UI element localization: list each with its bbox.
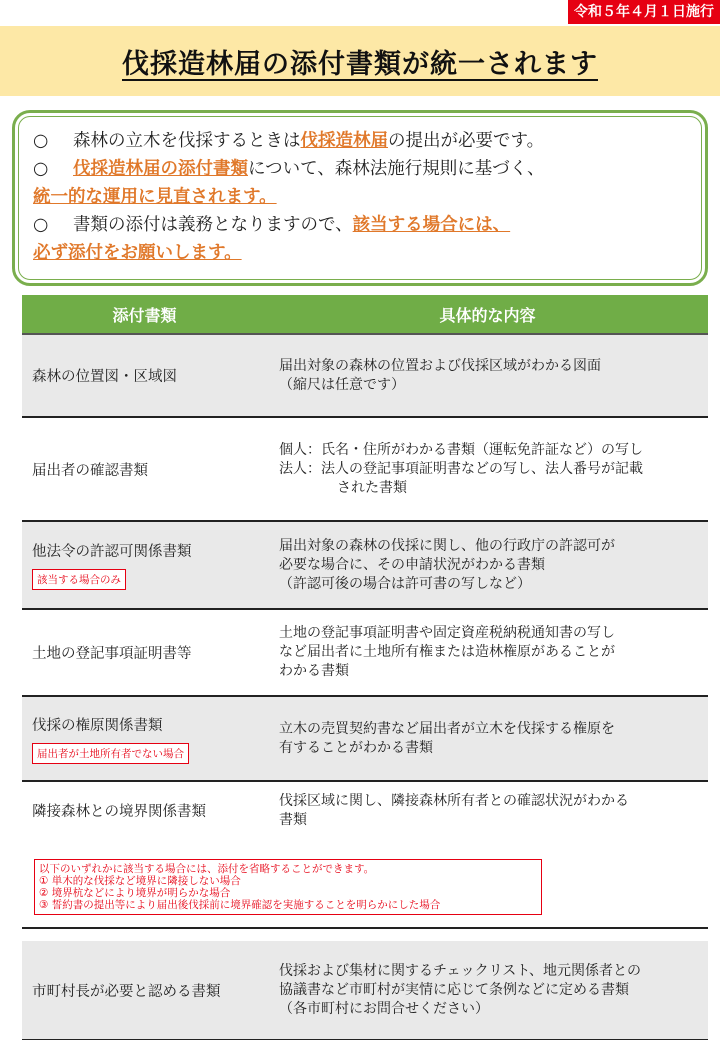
row-detail	[267, 941, 708, 1039]
notice-item-2	[33, 155, 687, 183]
row-document	[22, 697, 267, 780]
exemption-intro: 以下のいずれかに該当する場合には、添付を省略することができます。	[39, 863, 375, 875]
detail-line: された書類	[337, 479, 407, 496]
detail-line: 法人：法人の登記事項証明書などの写し、法人番号が記載	[279, 460, 643, 477]
document-name: 土地の登記事項証明書等	[32, 646, 192, 662]
row-document	[22, 782, 267, 839]
detail-line: （縮尺は任意です）	[279, 376, 405, 393]
row-detail	[267, 335, 708, 416]
page-title: 伐採造林届の添付書類が統一されます	[122, 48, 598, 80]
bullet-circle-icon: ○	[33, 215, 49, 235]
notice-item-3-cont	[33, 239, 687, 267]
row-detail	[267, 522, 708, 608]
exemption-section	[22, 839, 708, 929]
row-detail	[267, 418, 708, 520]
row-document	[22, 941, 267, 1039]
detail-line: 土地の登記事項証明書や固定資産税納税通知書の写し	[279, 625, 615, 641]
table-header	[22, 295, 708, 335]
exemption-item: ③ 誓約書の提出等により届出後伐採前に境界確認を実施することを明らかにした場合	[39, 899, 441, 911]
detail-line: 必要な場合に、その申請状況がわかる書類	[279, 556, 545, 573]
notice-item-1	[33, 127, 687, 155]
bullet-circle-icon: ○	[33, 159, 49, 179]
notice-item-2-cont	[33, 183, 687, 211]
detail-line: （各市町村にお問合せください）	[279, 1000, 489, 1017]
effective-date-badge: 令和５年４月１日施行	[568, 0, 720, 24]
row-detail	[267, 782, 708, 839]
row-document	[22, 418, 267, 520]
row-detail	[267, 610, 708, 695]
table-row	[22, 782, 708, 839]
document-name: 届出者の確認書類	[32, 462, 148, 479]
detail-line: 書類	[279, 811, 307, 828]
exemption-item: ① 単木的な伐採など境界に隣接しない場合	[39, 875, 241, 887]
row-detail	[267, 697, 708, 780]
document-name: 市町村長が必要と認める書類	[32, 983, 221, 1000]
row-document	[22, 610, 267, 695]
title-banner	[0, 26, 720, 96]
table-row	[22, 335, 708, 418]
column-header-detail: 具体的な内容	[439, 305, 536, 325]
column-header-document: 添付書類	[112, 305, 177, 325]
row-document	[22, 335, 267, 416]
detail-line: など届出者に土地所有権または造林権原があることが	[279, 644, 615, 660]
notice-highlight: 必ず添付をお願いします。	[33, 243, 242, 263]
notice-highlight: 該当する場合には、	[352, 215, 511, 235]
notice-highlight: 統一的な運用に見直されます。	[33, 187, 277, 207]
notice-item-3	[33, 211, 687, 239]
notice-text: 書類の添付は義務となりますので、	[73, 215, 353, 235]
notice-highlight: 伐採造林届の添付書類	[73, 159, 248, 179]
detail-line: 伐採および集材に関するチェックリスト、地元関係者との	[279, 962, 642, 979]
notice-highlight: 伐採造林届	[300, 131, 388, 151]
document-name: 隣接森林との境界関係書類	[32, 804, 206, 820]
bullet-circle-icon: ○	[33, 131, 49, 151]
detail-line: 個人：氏名・住所がわかる書類（運転免許証など）の写し	[279, 441, 643, 458]
document-name: 伐採の権原関係書類	[32, 717, 163, 734]
document-name: 森林の位置図・区域図	[32, 369, 177, 385]
table-row	[22, 522, 708, 610]
notice-text: 森林の立木を伐採するときは	[73, 131, 301, 151]
notice-text: について、森林法施行規則に基づく、	[248, 159, 545, 179]
detail-line: 立木の売買契約書など届出者が立木を伐採する権原を	[279, 720, 615, 737]
detail-line: （許認可後の場合は許可書の写しなど）	[279, 575, 531, 592]
detail-line: 伐採区域に関し、隣接森林所有者との確認状況がわかる	[279, 792, 629, 809]
exemption-note	[34, 859, 542, 915]
table-row	[22, 697, 708, 782]
condition-tag: 届出者が土地所有者でない場合	[32, 743, 189, 764]
exemption-item: ② 境界杭などにより境界が明らかな場合	[39, 887, 231, 899]
table-row	[22, 418, 708, 522]
table-row	[22, 610, 708, 697]
notice-box	[12, 110, 708, 286]
condition-tag: 該当する場合のみ	[32, 569, 126, 590]
row-document	[22, 522, 267, 608]
detail-line: わかる書類	[279, 663, 349, 679]
detail-line: 有することがわかる書類	[279, 739, 433, 756]
document-name: 他法令の許認可関係書類	[32, 544, 192, 560]
detail-line: 協議書など市町村が実情に応じて条例などに定める書類	[279, 981, 629, 998]
detail-line: 届出対象の森林の伐採に関し、他の行政庁の許認可が	[279, 537, 615, 554]
detail-line: 届出対象の森林の位置および伐採区域がわかる図面	[279, 357, 601, 374]
attachment-table	[22, 295, 708, 1040]
notice-text: の提出が必要です。	[388, 131, 545, 151]
table-row	[22, 941, 708, 1040]
